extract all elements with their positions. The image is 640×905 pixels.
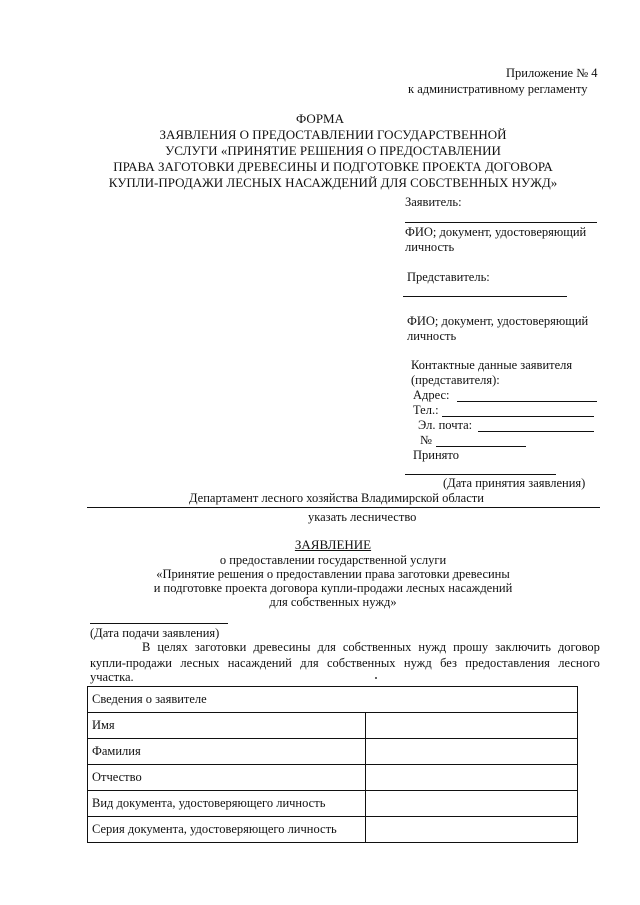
- form-title-line-1: ФОРМА: [296, 111, 344, 126]
- table-row: [88, 817, 578, 843]
- submission-date-field[interactable]: [90, 623, 228, 624]
- number-label: №: [420, 433, 432, 447]
- table-row: [88, 791, 578, 817]
- contacts-caption-2: (представителя):: [411, 373, 500, 387]
- statement-title: ЗАЯВЛЕНИЕ: [294, 537, 372, 552]
- department-name: Департамент лесного хозяйства Владимирской области: [189, 491, 484, 505]
- body-text: [90, 640, 600, 685]
- submission-date-caption: (Дата подачи заявления): [90, 626, 220, 640]
- form-title-line-5: КУПЛИ-ПРОДАЖИ ЛЕСНЫХ НАСАЖДЕНИЙ ДЛЯ СОБСТВЕННЫХ НУЖД»: [108, 175, 558, 190]
- form-title-line-2: ЗАЯВЛЕНИЯ О ПРЕДОСТАВЛЕНИИ ГОСУДАРСТВЕННОЙ: [159, 127, 507, 142]
- department-underline: [87, 507, 600, 508]
- statement-line-3: и подготовке проекта договора купли-продажи лесных насаждений: [153, 581, 513, 595]
- email-label: Эл. почта:: [418, 418, 473, 432]
- table-row-label: Вид документа, удостоверяющего личность: [88, 791, 366, 817]
- table-row-value[interactable]: [366, 739, 578, 765]
- phone-field[interactable]: [442, 416, 594, 417]
- applicant-label: Заявитель:: [405, 195, 462, 209]
- table-row: [88, 739, 578, 765]
- representative-fio-line[interactable]: [403, 296, 567, 297]
- body-text-line-1: В целях заготовки древесины для собственных нужд прошу заключить договор: [142, 640, 600, 654]
- representative-label: Представитель:: [407, 270, 490, 284]
- representative-fio-caption-2: личность: [407, 329, 457, 343]
- table-row-label: Фамилия: [88, 739, 366, 765]
- applicant-info-table: [87, 686, 578, 843]
- table-row-value[interactable]: [366, 765, 578, 791]
- scan-speck: [375, 677, 377, 679]
- address-field[interactable]: [457, 401, 597, 402]
- representative-fio-caption-1: ФИО; документ, удостоверяющий: [407, 314, 589, 328]
- table-header-row: [88, 687, 578, 713]
- table-row: [88, 765, 578, 791]
- applicant-fio-line[interactable]: [405, 222, 597, 223]
- applicant-fio-caption-2: личность: [405, 240, 455, 254]
- table-row-value[interactable]: [366, 817, 578, 843]
- statement-line-1: о предоставлении государственной услуги: [219, 553, 447, 567]
- statement-line-2: «Принятие решения о предоставлении права заготовки древесины: [156, 567, 510, 581]
- form-title-line-4: ПРАВА ЗАГОТОВКИ ДРЕВЕСИНЫ И ПОДГОТОВКЕ ПРОЕКТА ДОГОВОРА: [113, 159, 553, 174]
- table-row-value[interactable]: [366, 713, 578, 739]
- appendix-regulation: к административному регламенту: [408, 82, 588, 96]
- table-row-label: Имя: [88, 713, 366, 739]
- appendix-number: Приложение № 4: [506, 66, 598, 80]
- table-row: [88, 713, 578, 739]
- statement-line-4: для собственных нужд»: [269, 595, 397, 609]
- email-field[interactable]: [478, 431, 594, 432]
- accepted-label: Принято: [413, 448, 459, 462]
- body-text-line-3: участка.: [90, 670, 134, 684]
- address-label: Адрес:: [413, 388, 450, 402]
- body-text-line-2: купли-продажи лесных насаждений для собственных нужд без предоставления лесного: [90, 656, 600, 670]
- accepted-date-caption: (Дата принятия заявления): [443, 476, 586, 490]
- table-row-label: Серия документа, удостоверяющего личность: [88, 817, 366, 843]
- table-header-cell: Сведения о заявителе: [88, 687, 578, 713]
- phone-label: Тел.:: [413, 403, 439, 417]
- forestry-hint: указать лесничество: [308, 510, 417, 524]
- number-field[interactable]: [436, 446, 526, 447]
- form-title-line-3: УСЛУГИ «ПРИНЯТИЕ РЕШЕНИЯ О ПРЕДОСТАВЛЕНИИ: [165, 143, 501, 158]
- accepted-date-field[interactable]: [405, 474, 556, 475]
- table-row-label: Отчество: [88, 765, 366, 791]
- table-row-value[interactable]: [366, 791, 578, 817]
- applicant-fio-caption-1: ФИО; документ, удостоверяющий: [405, 225, 587, 239]
- contacts-caption-1: Контактные данные заявителя: [411, 358, 573, 372]
